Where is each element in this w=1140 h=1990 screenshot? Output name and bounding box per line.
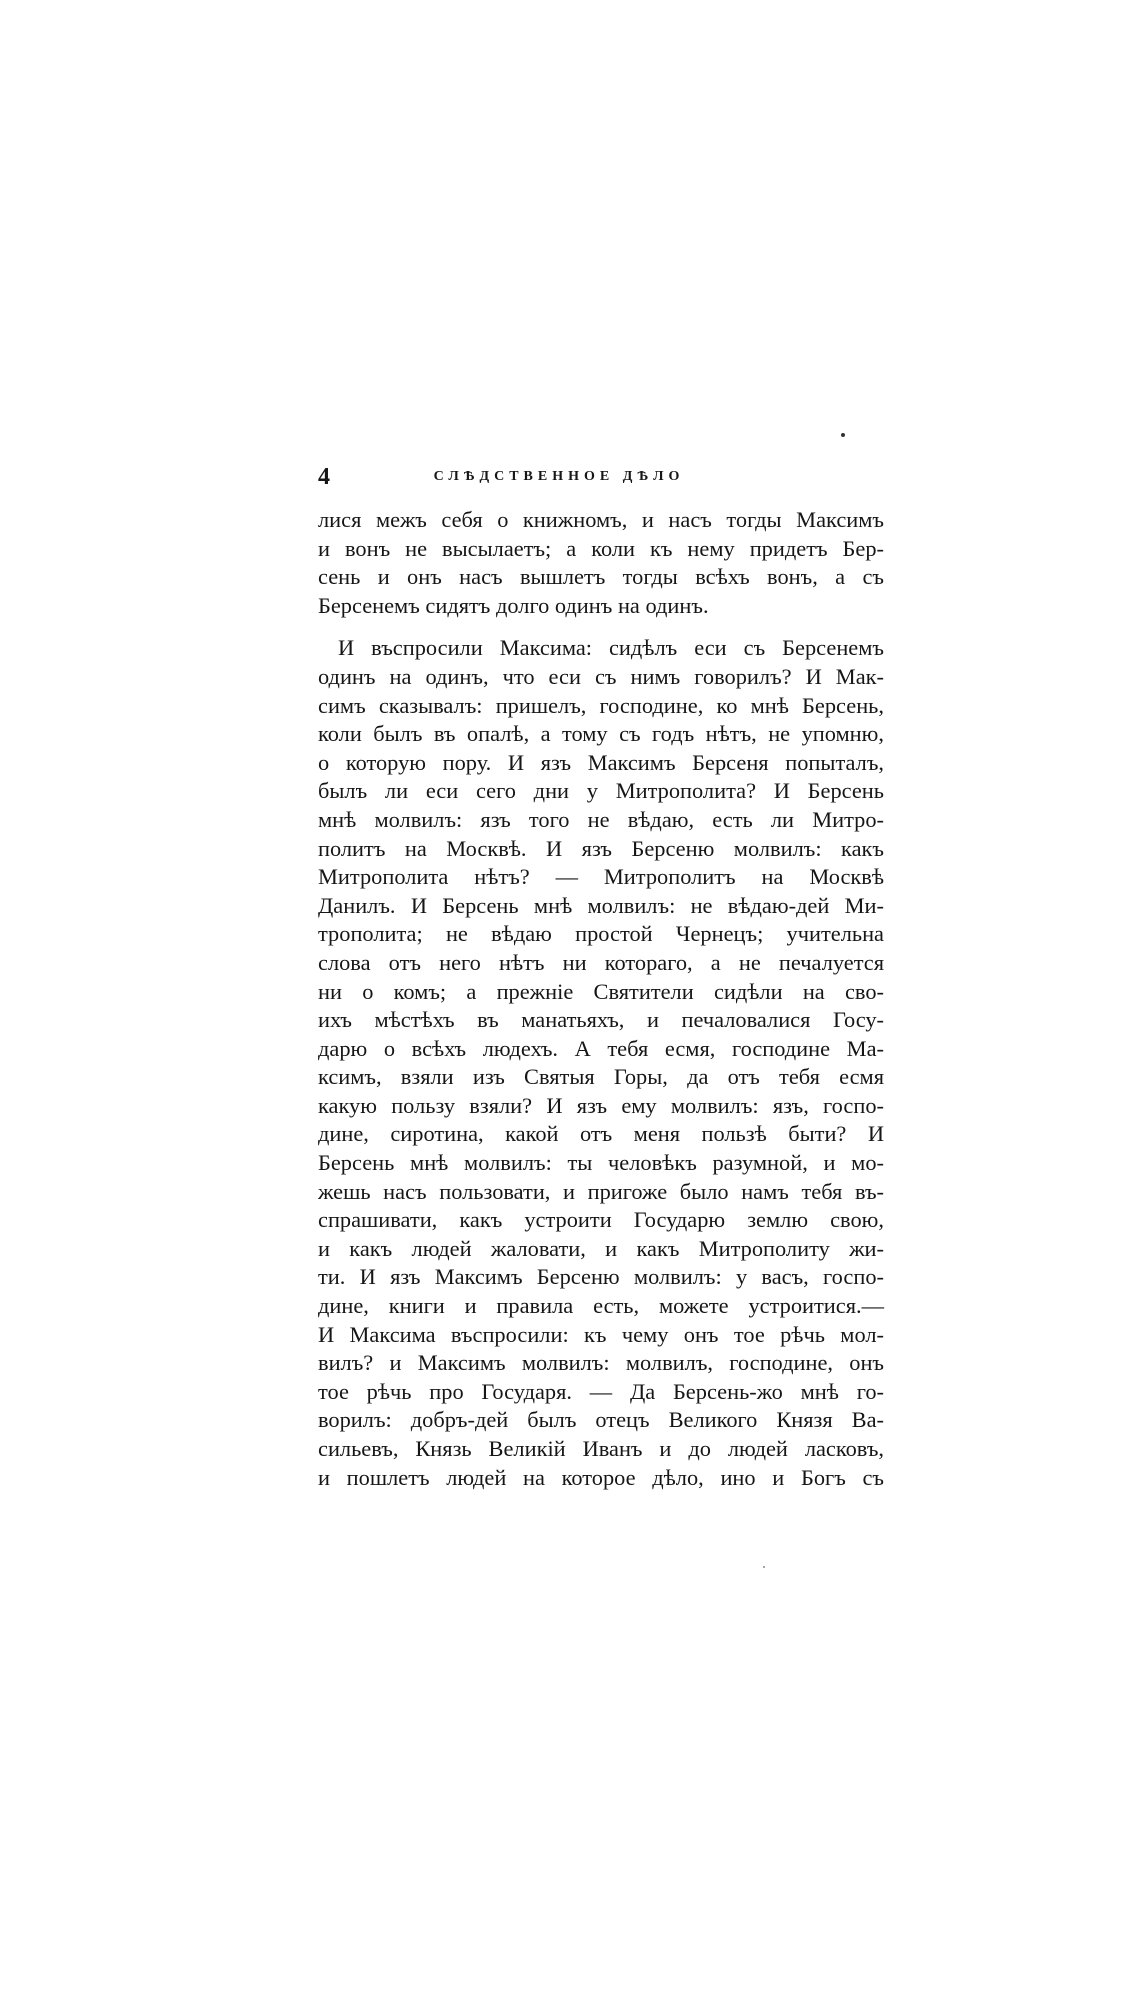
text-line: одинъ на одинъ, что еси съ нимъ говорилъ? И Мак- — [318, 663, 884, 689]
text-line: сильевъ, Князь Великій Иванъ и до людей ласковъ, — [318, 1436, 884, 1461]
text-line: вилъ? и Максимъ молвилъ: молвилъ, господине, онъ — [318, 1350, 884, 1376]
text-line: И въспросили Максима: сидѣлъ еси съ Берсенемъ — [338, 635, 884, 661]
text-line: лися межъ себя о книжномъ, и насъ тогды Максимъ — [318, 507, 884, 532]
paragraph-2 — [318, 634, 884, 1492]
text-line: ти. И язъ Максимъ Берсеню молвилъ: у васъ, госпо- — [318, 1264, 884, 1290]
text-line: коли былъ въ опалѣ, а тому съ годъ нѣтъ, не упомню, — [318, 721, 884, 747]
text-line: ихъ мѣстѣхъ въ манатьяхъ, и печаловалися Госу- — [318, 1007, 884, 1033]
body-text — [318, 506, 884, 1492]
text-line: симъ сказывалъ: пришелъ, господине, ко мнѣ Берсень, — [318, 692, 884, 718]
text-line: и вонъ не высылаетъ; а коли къ нему придетъ Бер- — [318, 535, 884, 561]
text-line: ни о комъ; а прежніе Святители сидѣли на сво- — [318, 978, 884, 1004]
text-line: Берсенемъ сидятъ долго одинъ на одинъ. — [318, 592, 709, 618]
text-line: тое рѣчь про Государя. — Да Берсень-жо мнѣ го- — [318, 1378, 884, 1404]
running-title: СЛѢДСТВЕННОЕ ДѢЛО — [433, 469, 685, 484]
text-line: Данилъ. И Берсень мнѣ молвилъ: не вѣдаю-дей Ми- — [318, 892, 884, 918]
text-line: дине, сиротина, какой отъ меня пользѣ быти? И — [318, 1121, 884, 1147]
text-line: и какъ людей жаловати, и какъ Митрополиту жи- — [318, 1235, 884, 1261]
paragraph-1 — [318, 506, 884, 620]
scan-speck-bottom — [763, 1566, 765, 1568]
text-line: спрашивати, какъ устроити Государю землю свою, — [318, 1207, 884, 1233]
page-header — [318, 462, 770, 492]
text-line: трополита; не вѣдаю простой Чернецъ; учительна — [318, 921, 884, 947]
text-line: Берсень мнѣ молвилъ: ты человѣкъ разумной, и мо- — [318, 1150, 884, 1176]
text-line: ворилъ: добръ-дей былъ отецъ Великого Князя Ва- — [318, 1407, 884, 1433]
text-line: былъ ли еси сего дни у Митрополита? И Берсень — [318, 778, 884, 804]
text-line: политъ на Москвѣ. И язъ Берсеню молвилъ: какъ — [318, 835, 884, 861]
text-line: ксимъ, взяли изъ Святыя Горы, да отъ тебя есмя — [318, 1064, 884, 1090]
text-line: Митрополита нѣтъ? — Митрополитъ на Москвѣ — [318, 864, 884, 890]
scan-speck-top — [841, 433, 845, 437]
text-line: жешь насъ пользовати, и пригоже было намъ тебя въ- — [318, 1178, 884, 1204]
text-line: сень и онъ насъ вышлетъ тогды всѣхъ вонъ, а съ — [318, 564, 884, 590]
text-line: И Максима въспросили: къ чему онъ тое рѣчь мол- — [318, 1321, 884, 1347]
text-line: мнѣ молвилъ: язъ того не вѣдаю, есть ли Митро- — [318, 806, 884, 832]
text-line: и пошлетъ людей на которое дѣло, ино и Богъ съ — [318, 1464, 884, 1490]
page-number: 4 — [318, 464, 330, 490]
text-line: слова отъ него нѣтъ ни котораго, а не печалуется — [318, 949, 884, 975]
text-line: дине, книги и правила есть, можете устроитися.— — [318, 1293, 884, 1319]
text-line: дарю о всѣхъ людехъ. А тебя есмя, господине Ма- — [318, 1035, 884, 1061]
text-line: о которую пору. И язъ Максимъ Берсеня попыталъ, — [318, 749, 884, 775]
text-line: какую пользу взяли? И язъ ему молвилъ: язъ, госпо- — [318, 1092, 884, 1118]
